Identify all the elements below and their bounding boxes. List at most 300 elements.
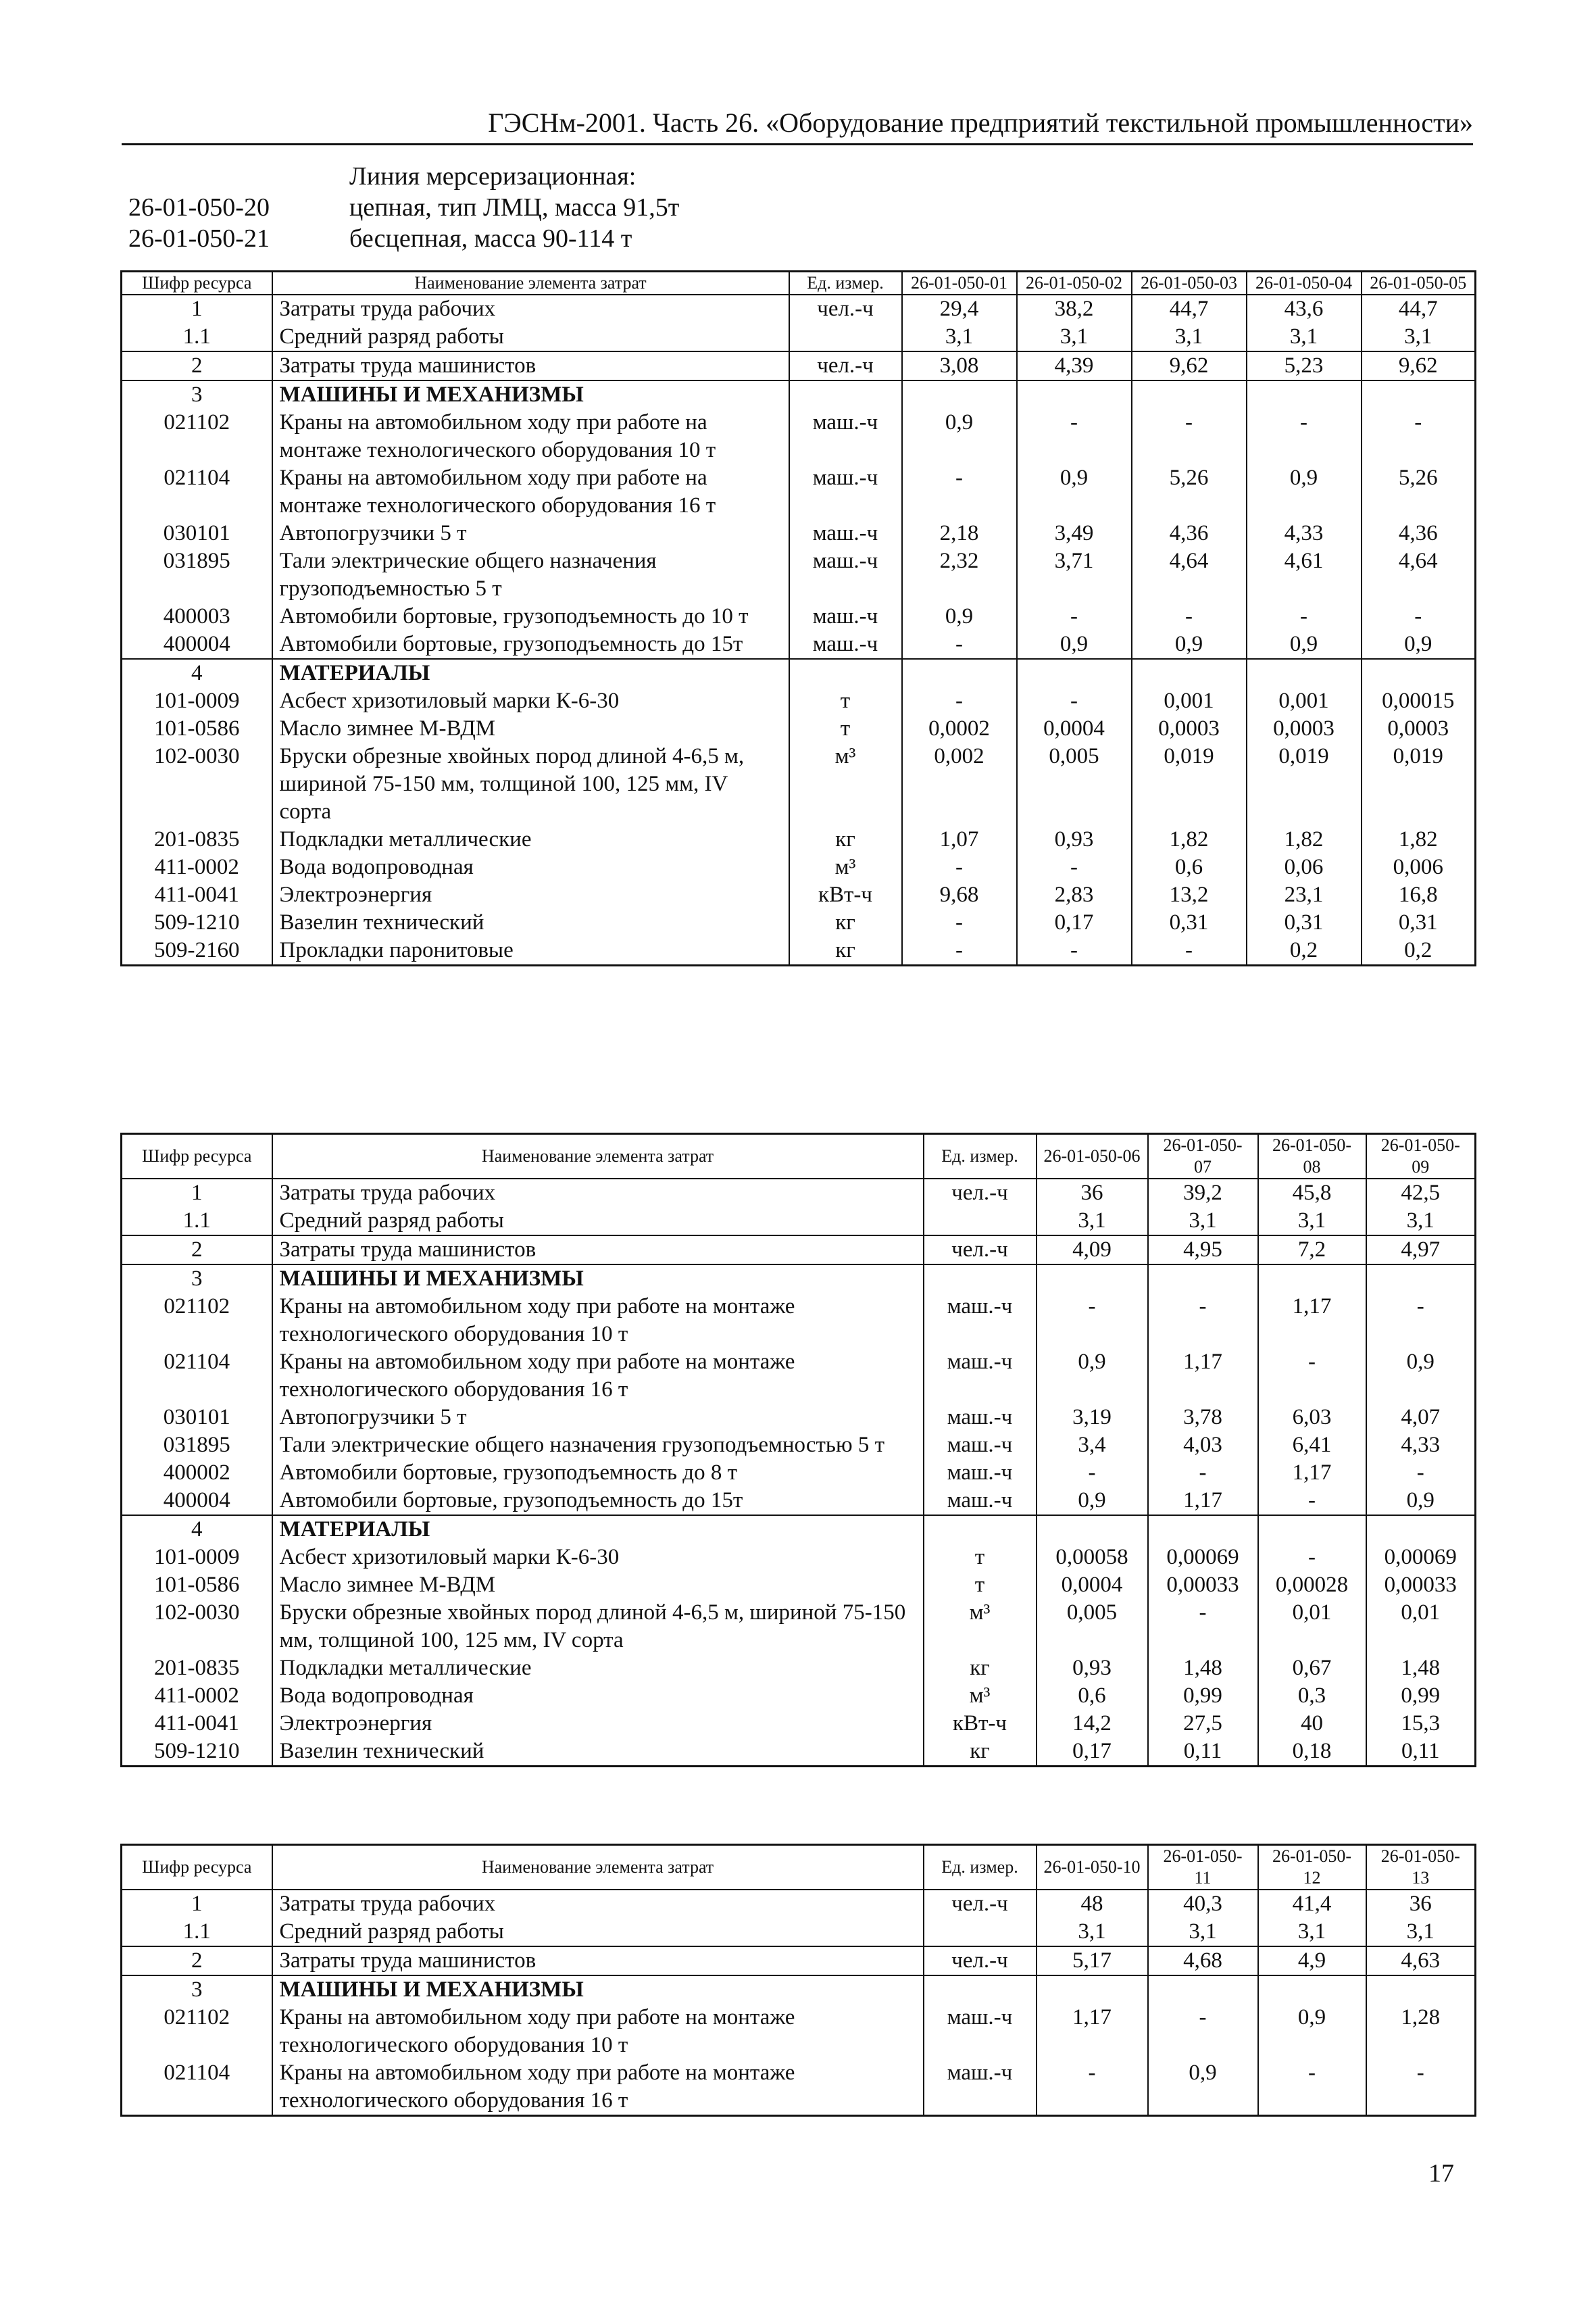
row-value: 0,93 (1017, 826, 1132, 854)
row-cipher: 101-0586 (122, 715, 272, 743)
row-name: Вазелин технический (272, 1738, 924, 1767)
row-value: 0,005 (1017, 743, 1132, 826)
table-row (122, 603, 1476, 631)
row-value: 0,9 (1017, 631, 1132, 659)
row-value: 0,31 (1132, 909, 1247, 937)
header-code: 26-01-050-03 (1132, 272, 1247, 295)
intro-title-row (128, 161, 679, 192)
row-value: 1,17 (1148, 1348, 1258, 1404)
row-unit: т (789, 687, 902, 715)
row-value: 3,1 (1366, 1207, 1476, 1235)
row-value: 4,64 (1362, 547, 1476, 603)
row-value: 0,00033 (1148, 1571, 1258, 1599)
cost-table (120, 270, 1476, 966)
row-value: 45,8 (1258, 1179, 1366, 1207)
row-value: - (1037, 1293, 1148, 1348)
row-name: Автомобили бортовые, грузоподъемность до 15т (272, 1487, 924, 1515)
table-row (122, 1487, 1476, 1515)
table-row (122, 687, 1476, 715)
row-cipher: 509-2160 (122, 937, 272, 966)
row-value (1362, 380, 1476, 409)
row-cipher: 411-0041 (122, 1710, 272, 1738)
row-value: 0,17 (1017, 909, 1132, 937)
row-unit: м³ (924, 1682, 1037, 1710)
table-row (122, 2004, 1476, 2059)
row-value: 2,32 (902, 547, 1017, 603)
row-value: 4,36 (1132, 520, 1247, 547)
table-row (122, 1293, 1476, 1348)
row-value: - (1017, 854, 1132, 881)
row-value: - (1258, 1544, 1366, 1571)
row-name: Тали электрические общего назначения грузоподъемностью 5 т (272, 547, 789, 603)
table-row (122, 1264, 1476, 1293)
row-value: 4,63 (1366, 1946, 1476, 1975)
row-value: 1,17 (1148, 1487, 1258, 1515)
header-code: 26-01-050-05 (1362, 272, 1476, 295)
row-cipher: 2 (122, 1235, 272, 1264)
table-row (122, 743, 1476, 826)
row-value: 3,1 (1148, 1918, 1258, 1946)
table-row (122, 1571, 1476, 1599)
table-row (122, 1918, 1476, 1946)
row-cipher: 411-0002 (122, 854, 272, 881)
row-cipher: 400003 (122, 603, 272, 631)
row-value: - (1037, 1459, 1148, 1487)
row-value (1132, 659, 1247, 687)
row-name: МАШИНЫ И МЕХАНИЗМЫ (272, 380, 789, 409)
row-value: 9,62 (1132, 351, 1247, 380)
row-value: 3,1 (1258, 1207, 1366, 1235)
table-row (122, 1431, 1476, 1459)
header-code: 26-01-050-09 (1366, 1134, 1476, 1179)
row-value: 3,1 (1037, 1918, 1148, 1946)
row-cipher: 3 (122, 380, 272, 409)
row-name: Краны на автомобильном ходу при работе на монтаже технологического оборудования 16 т (272, 1348, 924, 1404)
row-value: 0,006 (1362, 854, 1476, 881)
row-cipher: 201-0835 (122, 1654, 272, 1682)
table-row (122, 1459, 1476, 1487)
intro-code: 26-01-050-21 (128, 224, 270, 253)
row-unit: т (789, 715, 902, 743)
row-unit (789, 323, 902, 351)
intro-code: 26-01-050-20 (128, 193, 270, 222)
row-name: Затраты труда машинистов (272, 351, 789, 380)
table-row (122, 854, 1476, 881)
row-value: 0,001 (1247, 687, 1362, 715)
row-cipher: 400002 (122, 1459, 272, 1487)
header-unit: Ед. измер. (789, 272, 902, 295)
row-name: Затраты труда рабочих (272, 1179, 924, 1207)
row-cipher: 509-1210 (122, 909, 272, 937)
row-name: Краны на автомобильном ходу при работе на монтаже технологического оборудования 10 т (272, 1293, 924, 1348)
header-code: 26-01-050-10 (1037, 1845, 1148, 1890)
row-value: 48 (1037, 1890, 1148, 1918)
row-cipher: 101-0009 (122, 687, 272, 715)
row-value (1017, 659, 1132, 687)
row-value: 0,31 (1247, 909, 1362, 937)
table-row (122, 1738, 1476, 1767)
row-name: Краны на автомобильном ходу при работе на монтаже технологического оборудования 16 т (272, 464, 789, 520)
row-unit: маш.-ч (789, 547, 902, 603)
row-value: 1,48 (1366, 1654, 1476, 1682)
row-value: 4,68 (1148, 1946, 1258, 1975)
row-value (1148, 1975, 1258, 2004)
row-value: - (1362, 603, 1476, 631)
row-value: 0,67 (1258, 1654, 1366, 1682)
row-value: 2,18 (902, 520, 1017, 547)
row-value: 4,36 (1362, 520, 1476, 547)
row-value: - (902, 464, 1017, 520)
row-value: 0,9 (1017, 464, 1132, 520)
row-value: 0,01 (1258, 1599, 1366, 1654)
row-value: 0,9 (1148, 2059, 1258, 2116)
table-row (122, 1975, 1476, 2004)
row-value: - (1132, 937, 1247, 966)
row-value: - (1247, 409, 1362, 464)
table-row (122, 1682, 1476, 1710)
row-cipher: 201-0835 (122, 826, 272, 854)
row-cipher: 021104 (122, 2059, 272, 2116)
row-value: 1,82 (1362, 826, 1476, 854)
header-code: 26-01-050-08 (1258, 1134, 1366, 1179)
row-value: 1,07 (902, 826, 1017, 854)
row-cipher: 1 (122, 1890, 272, 1918)
page-number: 17 (1428, 2159, 1454, 2188)
section-intro (128, 161, 679, 254)
row-name: Автомобили бортовые, грузоподъемность до 15т (272, 631, 789, 659)
row-cipher: 1 (122, 295, 272, 323)
row-value: 4,95 (1148, 1235, 1258, 1264)
row-cipher: 400004 (122, 1487, 272, 1515)
row-cipher: 411-0002 (122, 1682, 272, 1710)
table-row (122, 1404, 1476, 1431)
row-value: 0,00058 (1037, 1544, 1148, 1571)
row-value: 0,93 (1037, 1654, 1148, 1682)
table-row (122, 409, 1476, 464)
row-value: 9,62 (1362, 351, 1476, 380)
intro-row (128, 223, 679, 254)
row-value: - (1366, 1293, 1476, 1348)
row-unit: т (924, 1571, 1037, 1599)
row-unit (924, 1918, 1037, 1946)
intro-row (128, 192, 679, 223)
row-value (1366, 1975, 1476, 2004)
row-unit: кг (789, 826, 902, 854)
row-value: 13,2 (1132, 881, 1247, 909)
row-unit: кг (789, 937, 902, 966)
row-cipher: 030101 (122, 520, 272, 547)
table-row (122, 1207, 1476, 1235)
row-value: 0,00033 (1366, 1571, 1476, 1599)
table-row (122, 826, 1476, 854)
table-row (122, 2059, 1476, 2116)
row-unit: чел.-ч (924, 1179, 1037, 1207)
row-name: Подкладки металлические (272, 826, 789, 854)
row-unit (789, 380, 902, 409)
row-unit (924, 1975, 1037, 2004)
row-value: 3,1 (1132, 323, 1247, 351)
row-name: Затраты труда машинистов (272, 1946, 924, 1975)
row-unit: маш.-ч (924, 1487, 1037, 1515)
row-value: 0,00069 (1148, 1544, 1258, 1571)
row-name: Масло зимнее М-ВДМ (272, 715, 789, 743)
row-unit: маш.-ч (789, 603, 902, 631)
row-unit: чел.-ч (924, 1946, 1037, 1975)
row-value: 0,019 (1362, 743, 1476, 826)
table-row (122, 659, 1476, 687)
row-value (1258, 1264, 1366, 1293)
row-unit: чел.-ч (924, 1235, 1037, 1264)
row-value (1017, 380, 1132, 409)
row-value: 14,2 (1037, 1710, 1148, 1738)
row-value: 0,2 (1247, 937, 1362, 966)
row-value: 1,82 (1132, 826, 1247, 854)
row-value (1258, 1975, 1366, 2004)
row-value: 43,6 (1247, 295, 1362, 323)
row-value (1247, 380, 1362, 409)
row-cipher: 021102 (122, 409, 272, 464)
header-code: 26-01-050-07 (1148, 1134, 1258, 1179)
row-value: 1,17 (1037, 2004, 1148, 2059)
row-value: - (1258, 1348, 1366, 1404)
row-unit: маш.-ч (924, 1293, 1037, 1348)
table-row (122, 547, 1476, 603)
row-value: 0,9 (1247, 631, 1362, 659)
row-value: 3,1 (902, 323, 1017, 351)
row-cipher: 400004 (122, 631, 272, 659)
row-value: 0,9 (1366, 1348, 1476, 1404)
row-value: 4,9 (1258, 1946, 1366, 1975)
row-value (902, 380, 1017, 409)
row-value: 3,71 (1017, 547, 1132, 603)
row-value: - (1017, 409, 1132, 464)
row-cipher: 1.1 (122, 323, 272, 351)
header-name: Наименование элемента затрат (272, 272, 789, 295)
row-unit: м³ (789, 854, 902, 881)
row-name: Автомобили бортовые, грузоподъемность до 8 т (272, 1459, 924, 1487)
table-row (122, 1348, 1476, 1404)
header-code: 26-01-050-02 (1017, 272, 1132, 295)
header-name: Наименование элемента затрат (272, 1134, 924, 1179)
row-value: 0,9 (1258, 2004, 1366, 2059)
row-name: Тали электрические общего назначения грузоподъемностью 5 т (272, 1431, 924, 1459)
row-name: Бруски обрезные хвойных пород длиной 4-6,5 м, шириной 75-150 мм, толщиной 100, 125 мм, IV сорта (272, 1599, 924, 1654)
row-value: 5,17 (1037, 1946, 1148, 1975)
row-value: 0,06 (1247, 854, 1362, 881)
row-value (1258, 1515, 1366, 1544)
row-value: 0,0004 (1017, 715, 1132, 743)
row-value: 16,8 (1362, 881, 1476, 909)
row-value: 0,00069 (1366, 1544, 1476, 1571)
row-name: Затраты труда рабочих (272, 295, 789, 323)
table-row (122, 881, 1476, 909)
row-value: 4,97 (1366, 1235, 1476, 1264)
row-value: - (1258, 2059, 1366, 2116)
row-value: - (1017, 687, 1132, 715)
intro-title: Линия мерсеризационная: (349, 162, 637, 191)
row-value: 3,78 (1148, 1404, 1258, 1431)
row-cipher: 3 (122, 1264, 272, 1293)
cost-table (120, 1844, 1476, 2117)
row-value: 4,03 (1148, 1431, 1258, 1459)
table-row (122, 295, 1476, 323)
row-value: 5,26 (1362, 464, 1476, 520)
row-value: 40 (1258, 1710, 1366, 1738)
row-value: 0,00028 (1258, 1571, 1366, 1599)
row-value: 3,1 (1037, 1207, 1148, 1235)
row-value: 5,23 (1247, 351, 1362, 380)
table-row (122, 1235, 1476, 1264)
row-value: 3,4 (1037, 1431, 1148, 1459)
row-value: 38,2 (1017, 295, 1132, 323)
row-value (1148, 1515, 1258, 1544)
row-value: 0,11 (1148, 1738, 1258, 1767)
row-value (1037, 1264, 1148, 1293)
row-value: - (902, 937, 1017, 966)
row-unit: маш.-ч (789, 520, 902, 547)
row-value: 42,5 (1366, 1179, 1476, 1207)
row-value: 3,1 (1258, 1918, 1366, 1946)
running-header: ГЭСНм-2001. Часть 26. «Оборудование предприятий текстильной промышленности» (122, 107, 1473, 145)
row-cipher: 101-0586 (122, 1571, 272, 1599)
row-name: Электроэнергия (272, 881, 789, 909)
row-name: Подкладки металлические (272, 1654, 924, 1682)
header-name: Наименование элемента затрат (272, 1845, 924, 1890)
row-value: - (1362, 409, 1476, 464)
row-unit: чел.-ч (789, 351, 902, 380)
row-cipher: 411-0041 (122, 881, 272, 909)
row-cipher: 021102 (122, 2004, 272, 2059)
header-cipher: Шифр ресурса (122, 1134, 272, 1179)
row-value: - (1148, 1599, 1258, 1654)
row-value: 27,5 (1148, 1710, 1258, 1738)
table-row (122, 1946, 1476, 1975)
row-value: 4,09 (1037, 1235, 1148, 1264)
table-row (122, 937, 1476, 966)
row-cipher: 102-0030 (122, 1599, 272, 1654)
header-code: 26-01-050-01 (902, 272, 1017, 295)
row-cipher: 1 (122, 1179, 272, 1207)
header-code: 26-01-050-04 (1247, 272, 1362, 295)
row-value: - (1148, 2004, 1258, 2059)
row-value: - (1366, 2059, 1476, 2116)
row-unit (789, 659, 902, 687)
row-value: 36 (1366, 1890, 1476, 1918)
row-value: 0,9 (1247, 464, 1362, 520)
row-cipher: 031895 (122, 547, 272, 603)
row-cipher: 102-0030 (122, 743, 272, 826)
row-unit: кВт-ч (789, 881, 902, 909)
row-name: Автомобили бортовые, грузоподъемность до 10 т (272, 603, 789, 631)
row-value: 1,28 (1366, 2004, 1476, 2059)
row-name: Асбест хризотиловый марки К-6-30 (272, 687, 789, 715)
row-name: Вазелин технический (272, 909, 789, 937)
row-value: 0,9 (1037, 1348, 1148, 1404)
row-cipher: 021104 (122, 464, 272, 520)
row-value: 0,18 (1258, 1738, 1366, 1767)
row-cipher: 2 (122, 351, 272, 380)
row-unit (924, 1515, 1037, 1544)
table-row (122, 909, 1476, 937)
row-value: 0,01 (1366, 1599, 1476, 1654)
row-name: Краны на автомобильном ходу при работе на монтаже технологического оборудования 10 т (272, 409, 789, 464)
row-value: - (1148, 1293, 1258, 1348)
row-value: 44,7 (1362, 295, 1476, 323)
row-value: - (1017, 603, 1132, 631)
row-unit (924, 1264, 1037, 1293)
row-value: 3,1 (1366, 1918, 1476, 1946)
table-row (122, 1710, 1476, 1738)
row-name: Вода водопроводная (272, 854, 789, 881)
table-row (122, 351, 1476, 380)
row-value: 9,68 (902, 881, 1017, 909)
row-name: Прокладки паронитовые (272, 937, 789, 966)
row-value: 0,9 (902, 409, 1017, 464)
row-value: 3,1 (1148, 1207, 1258, 1235)
row-value: - (1148, 1459, 1258, 1487)
row-value (902, 659, 1017, 687)
row-name: МАШИНЫ И МЕХАНИЗМЫ (272, 1975, 924, 2004)
row-value: 39,2 (1148, 1179, 1258, 1207)
row-value: 0,0003 (1362, 715, 1476, 743)
row-value: 0,00015 (1362, 687, 1476, 715)
table-row (122, 1515, 1476, 1544)
row-cipher: 4 (122, 659, 272, 687)
row-value: 0,0003 (1132, 715, 1247, 743)
row-unit: маш.-ч (789, 631, 902, 659)
row-unit: маш.-ч (789, 464, 902, 520)
row-cipher: 1.1 (122, 1918, 272, 1946)
row-value: 0,9 (1037, 1487, 1148, 1515)
row-value: 0,9 (902, 603, 1017, 631)
table-row (122, 1544, 1476, 1571)
row-value: 2,83 (1017, 881, 1132, 909)
row-value: 0,001 (1132, 687, 1247, 715)
row-cipher: 3 (122, 1975, 272, 2004)
row-cipher: 030101 (122, 1404, 272, 1431)
row-value: 4,64 (1132, 547, 1247, 603)
row-unit: чел.-ч (924, 1890, 1037, 1918)
row-name: Автопогрузчики 5 т (272, 1404, 924, 1431)
row-cipher: 4 (122, 1515, 272, 1544)
row-value: 0,0003 (1247, 715, 1362, 743)
row-value: - (1037, 2059, 1148, 2116)
row-value (1037, 1515, 1148, 1544)
row-name: Электроэнергия (272, 1710, 924, 1738)
row-value: 4,61 (1247, 547, 1362, 603)
row-name: МАТЕРИАЛЫ (272, 1515, 924, 1544)
row-unit: маш.-ч (924, 2059, 1037, 2116)
row-value: 0,019 (1247, 743, 1362, 826)
row-value: 0,6 (1132, 854, 1247, 881)
row-value: 4,07 (1366, 1404, 1476, 1431)
intro-text: бесцепная, масса 90-114 т (349, 224, 632, 253)
row-unit: м³ (924, 1599, 1037, 1654)
table-row (122, 464, 1476, 520)
row-value: 0,6 (1037, 1682, 1148, 1710)
row-cipher: 101-0009 (122, 1544, 272, 1571)
header-code: 26-01-050-12 (1258, 1845, 1366, 1890)
row-name: Автопогрузчики 5 т (272, 520, 789, 547)
row-name: Бруски обрезные хвойных пород длиной 4-6,5 м, шириной 75-150 мм, толщиной 100, 125 мм, IV сорта (272, 743, 789, 826)
row-cipher: 2 (122, 1946, 272, 1975)
row-value: 0,0002 (902, 715, 1017, 743)
row-unit: маш.-ч (789, 409, 902, 464)
row-value: 0,9 (1362, 631, 1476, 659)
row-unit: маш.-ч (924, 1459, 1037, 1487)
row-value: 3,1 (1247, 323, 1362, 351)
row-value: - (1258, 1487, 1366, 1515)
